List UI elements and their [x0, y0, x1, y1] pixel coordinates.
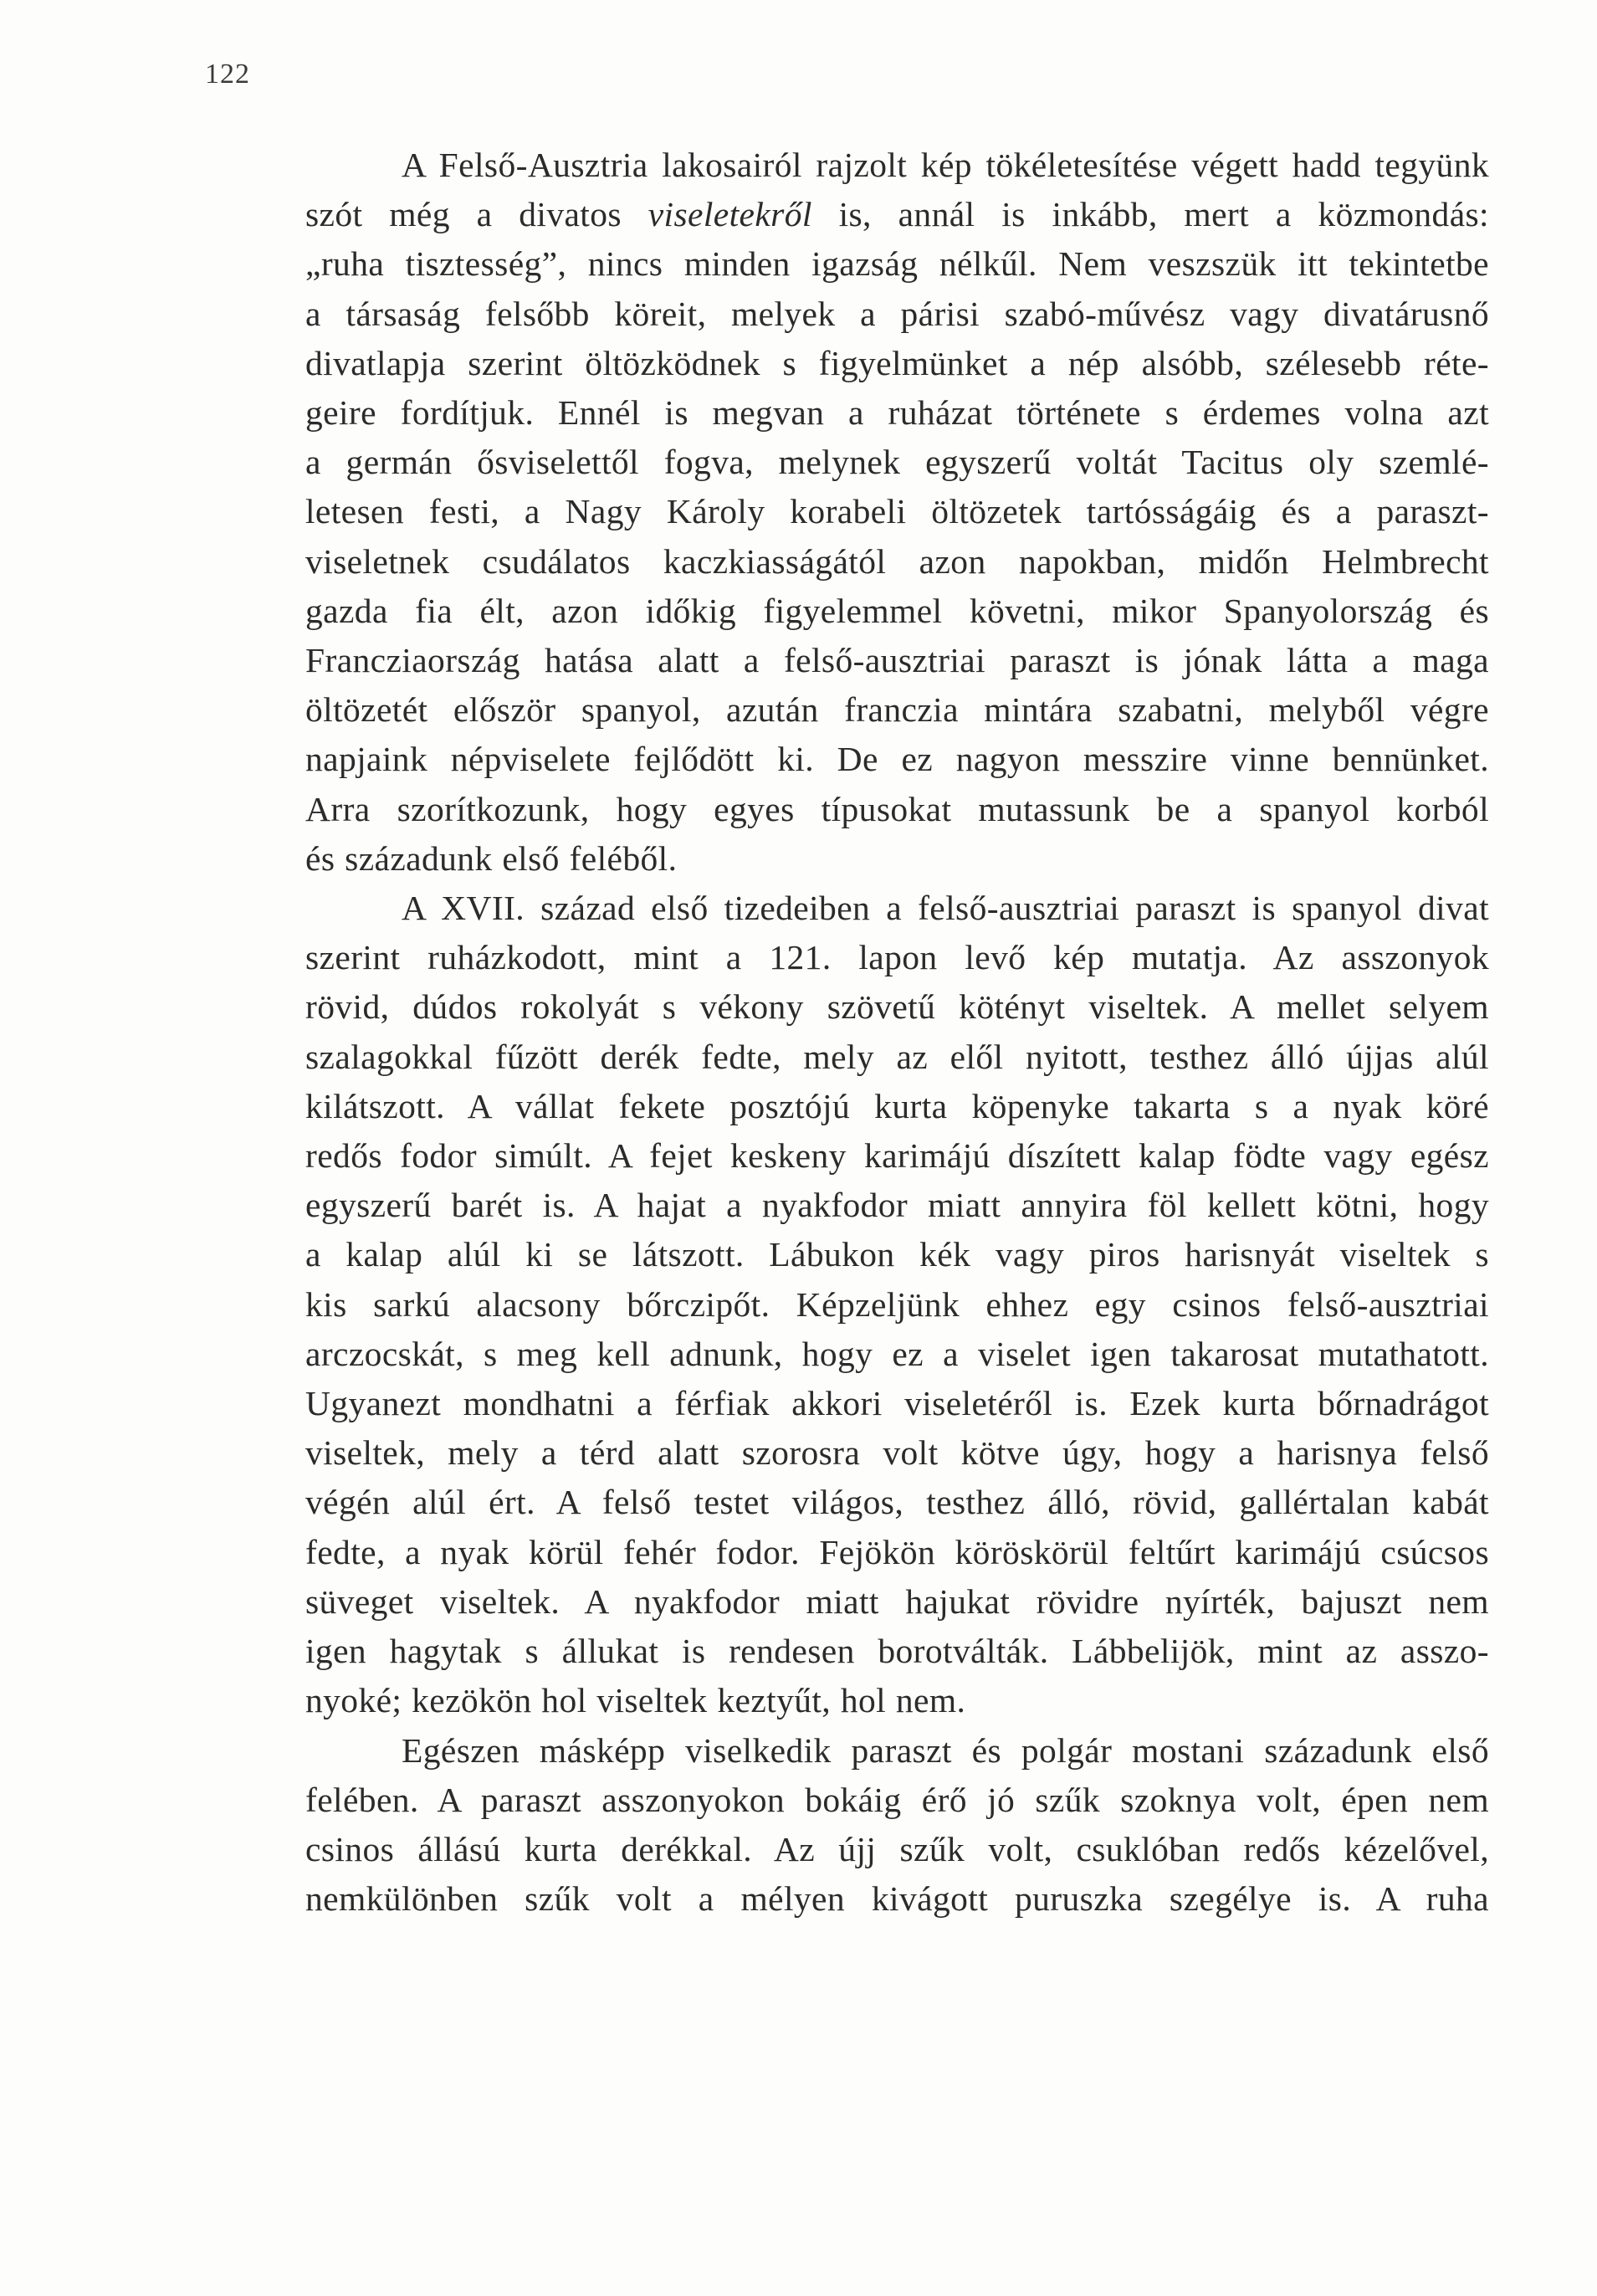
- text-line: redős fodor simúlt. A fejet keskeny karimájú díszített kalap födte vagy egész: [305, 1136, 1489, 1176]
- text-line: szalagokkal fűzött derék fedte, mely az elől nyitott, testhez álló újjas alúl: [305, 1037, 1489, 1076]
- text-line: Ugyanezt mondhatni a férfiak akkori viseletéről is. Ezek kurta bőrnadrágot: [305, 1384, 1489, 1423]
- text-line: Francziaország hatása alatt a felső-ausztriai paraszt is jónak látta a maga: [305, 641, 1489, 680]
- text-line: csinos állású kurta derékkal. Az újj szűk volt, csuklóban redős kézelővel,: [305, 1829, 1489, 1868]
- text-line: A XVII. század első tizedeiben a felső-ausztriai paraszt is spanyol divat: [402, 889, 1489, 928]
- page-number: 122: [205, 59, 250, 90]
- text-line: végén alúl ért. A felső testet világos, testhez álló, rövid, gallértalan kabát: [305, 1483, 1489, 1522]
- text-line: egyszerű barét is. A hajat a nyakfodor miatt annyira föl kellett kötni, hogy: [305, 1186, 1489, 1225]
- text-line: a germán ősviselettől fogva, melynek egyszerű voltát Tacitus oly szemlé-: [305, 443, 1489, 482]
- text-line: letesen festi, a Nagy Károly korabeli öltözetek tartósságáig és a paraszt-: [305, 492, 1489, 531]
- text-line: szerint ruházkodott, mint a 121. lapon levő kép mutatja. Az asszonyok: [305, 938, 1489, 977]
- text-line: Arra szorítkozunk, hogy egyes típusokat mutassunk be a spanyol korból: [305, 789, 1489, 828]
- text-line: a társaság felsőbb köreit, melyek a párisi szabó-művész vagy divatárusnő: [305, 294, 1489, 333]
- text-line: süveget viseltek. A nyakfodor miatt hajukat rövidre nyírték, bajuszt nem: [305, 1581, 1489, 1621]
- text-line: A Felső-Ausztria lakosairól rajzolt kép tökéletesítése végett hadd tegyünk: [402, 146, 1489, 184]
- paragraph-2: [209, 884, 1489, 1725]
- text-line: nemkülönben szűk volt a mélyen kivágott puruszka szegélye is. A ruha: [305, 1879, 1489, 1919]
- body-text: [209, 141, 1489, 1924]
- text-line: kilátszott. A vállat fekete posztójú kurta köpenyke takarta s a nyak köré: [305, 1086, 1489, 1125]
- text-line: igen hagytak s állukat is rendesen borotválták. Lábbelijök, mint az asszo-: [305, 1632, 1489, 1671]
- text-line: szót még a divatos viseletekről is, annál is inkább, mert a közmondás:: [305, 195, 1489, 234]
- text-line: kis sarkú alacsony bőrczipőt. Képzeljünk ehhez egy csinos felső-ausztriai: [305, 1284, 1489, 1324]
- text-line: öltözetét először spanyol, azután franczia mintára szabatni, melyből végre: [305, 690, 1489, 730]
- text-line: divatlapja szerint öltözködnek s figyelmünket a nép alsóbb, szélesebb réte-: [305, 343, 1489, 382]
- text-line: fedte, a nyak körül fehér fodor. Fejökön köröskörül feltűrt karimájú csúcsos: [305, 1532, 1489, 1571]
- text-line: geire fordítjuk. Ennél is megvan a ruházat története s érdemes volna azt: [305, 393, 1489, 433]
- text-line: rövid, dúdos rokolyát s vékony szövetű kötényt viseltek. A mellet selyem: [305, 987, 1489, 1027]
- text-line: gazda fia élt, azon időkig figyelemmel követni, mikor Spanyolország és: [305, 591, 1489, 630]
- text-line: Egészen másképp viselkedik paraszt és polgár mostani századunk első: [402, 1730, 1489, 1770]
- paragraph-3: [209, 1726, 1489, 1924]
- text-line: viseltek, mely a térd alatt szorosra volt kötve úgy, hogy a harisnya felső: [305, 1433, 1489, 1473]
- paragraph-1: [209, 141, 1489, 884]
- text-line: arczocskát, s meg kell adnunk, hogy ez a viselet igen takarosat mutathatott.: [305, 1334, 1489, 1373]
- text-line: nyoké; kezökön hol viseltek keztyűt, hol nem.: [305, 1681, 966, 1720]
- text-line: viseletnek csudálatos kaczkiasságától azon napokban, midőn Helmbrecht: [305, 541, 1489, 581]
- text-line: a kalap alúl ki se látszott. Lábukon kék vagy piros harisnyát viseltek s: [305, 1235, 1489, 1274]
- emphasized-word: viseletekről: [648, 195, 812, 234]
- text-line: napjaink népviselete fejlődött ki. De ez nagyon messzire vinne bennünket.: [305, 740, 1489, 779]
- text-line: és századunk első feléből.: [305, 838, 678, 878]
- text-line: „ruha tisztesség”, nincs minden igazság nélkűl. Nem veszszük itt tekintetbe: [305, 244, 1489, 284]
- text-line: felében. A paraszt asszonyokon bokáig érő jó szűk szoknya volt, épen nem: [305, 1780, 1489, 1819]
